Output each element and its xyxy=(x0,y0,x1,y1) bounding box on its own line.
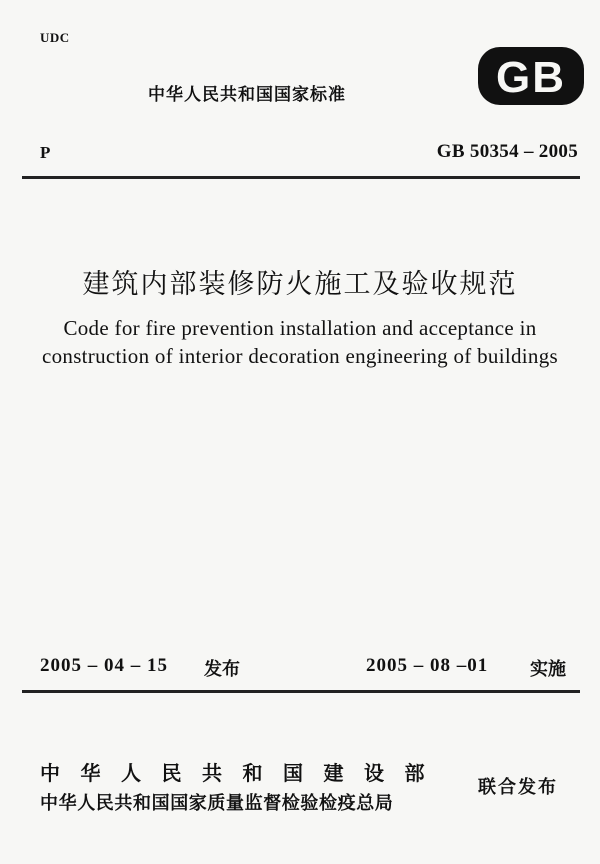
gb-logo xyxy=(476,44,586,108)
national-standard-heading: 中华人民共和国国家标准 xyxy=(148,85,346,105)
classification-code: P xyxy=(40,143,51,162)
standard-number: GB 50354 – 2005 xyxy=(436,141,578,162)
implement-label: 实施 xyxy=(530,659,566,680)
issue-label: 发布 xyxy=(204,659,240,680)
publisher-aqsiq: 中华人民共和国国家质量监督检验检疫总局 xyxy=(40,793,394,814)
publisher-ministry: 中华人民共和国建设部 xyxy=(40,761,445,785)
bottom-divider xyxy=(22,690,580,693)
joint-issue-label: 联合发布 xyxy=(478,777,558,798)
title-english-line1: Code for fire prevention installation and acceptance in xyxy=(63,316,537,340)
gb-logo-text: GB xyxy=(496,53,566,102)
top-divider xyxy=(22,176,580,179)
title-english-line2: construction of interior decoration engineering of buildings xyxy=(41,344,559,368)
udc-label: UDC xyxy=(40,30,70,45)
implement-date: 2005 – 08 –01 xyxy=(366,655,489,676)
title-chinese: 建筑内部装修防火施工及验收规范 xyxy=(82,269,518,300)
issue-date: 2005 – 04 – 15 xyxy=(40,655,168,676)
